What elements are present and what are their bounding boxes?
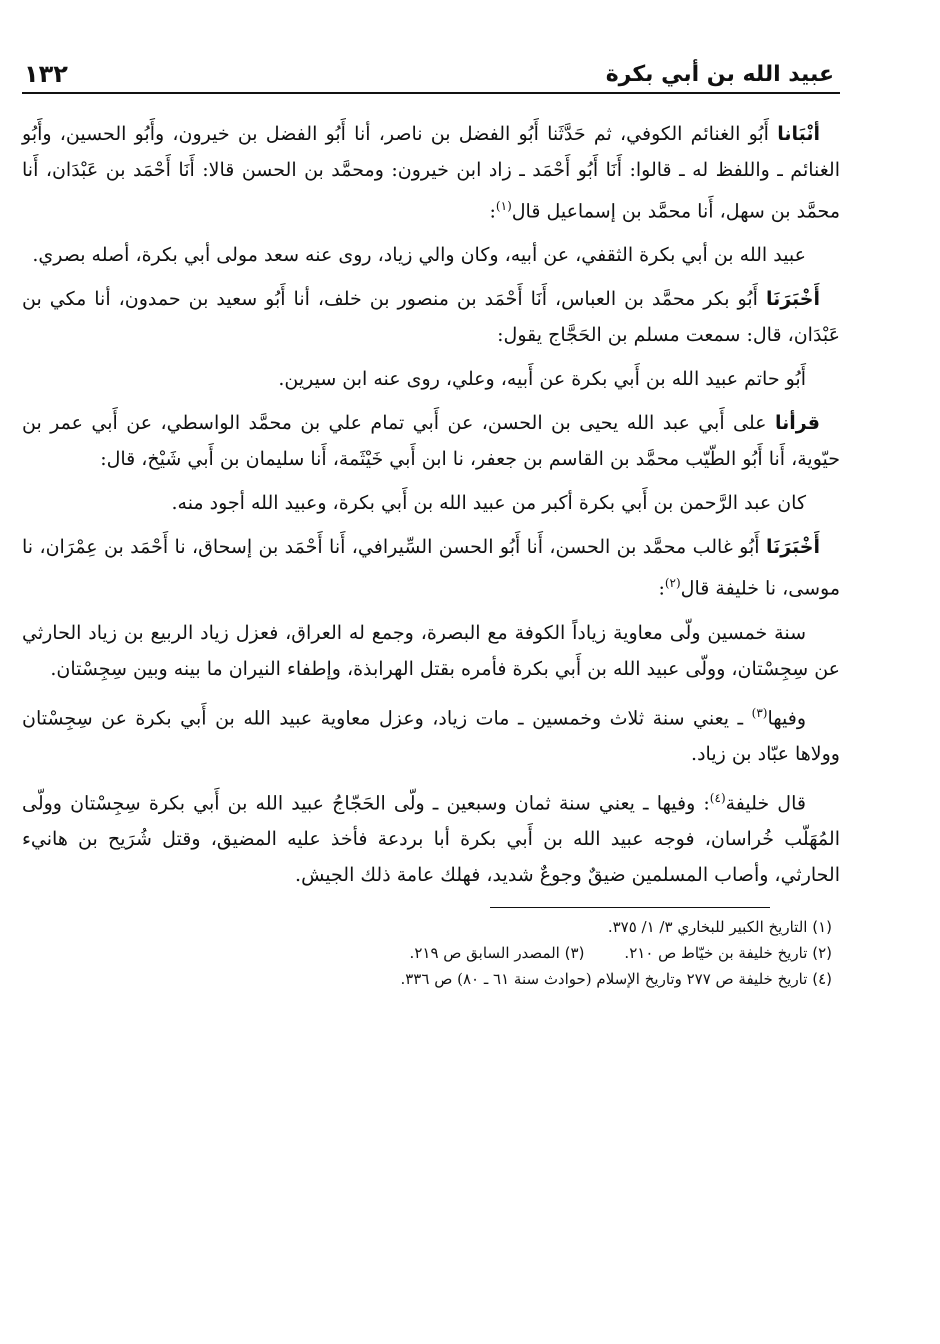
footnote-item — [624, 940, 832, 966]
paragraph-text: أَبُو حاتم عبيد الله بن أَبي بكرة عن أَبيه، وعلي، روى عنه ابن سيرين. — [278, 368, 806, 391]
paragraph-text: أَبُو غالب محمَّد بن الحسن، أَنا أَبُو الحسن السِّيرافي، أَنا أَحْمَد بن إسحاق، نا أَحْمَد بن عِمْرَان، نا موسى، نا خليفة قال — [22, 536, 840, 600]
footnote-row — [22, 914, 840, 940]
paragraph-text: سنة خمسين ولّى معاوية زياداً الكوفة مع البصرة، وجمع له العراق، فعزل زياد الربيع بن زياد الحارثي عن سِجِسْتان، وولّى عبيد الله بن أَبي بكرة فأمره بقتل الهرابذة، وإطفاء النيران ما بينه وبين سِجِسْتان. — [22, 621, 840, 680]
paragraph — [22, 237, 840, 273]
running-header — [22, 56, 840, 94]
footnote-ref: (٤) — [709, 790, 726, 805]
paragraph — [22, 116, 840, 229]
footnote-ref: (١) — [495, 199, 512, 213]
paragraph-text: كان عبد الرَّحمن بن أَبي بكرة أكبر من عبيد الله بن أَبي بكرة، وعبيد الله أجود منه. — [171, 492, 806, 515]
paragraph-tail: ـ يعني سنة ثلاث وخمسين ـ مات زياد، وعزل معاوية عبيد الله بن أَبي بكرة عن سِجِسْتان وولاها عبّاد بن زياد. — [22, 706, 840, 765]
main-text — [22, 116, 840, 893]
paragraph-text: عبيد الله بن أبي بكرة الثقفي، عن أبيه، وكان والي زياد، روى عنه سعد مولى أبي بكرة، أصله بصري. — [32, 244, 806, 267]
chain-lead-word: قرأنا — [774, 412, 820, 435]
footnote-text: تاريخ خليفة بن خيّاط ص ٢١٠. — [624, 944, 808, 963]
paragraph — [22, 405, 840, 477]
paragraph-tail: : وفيها ـ يعني سنة ثمان وسبعين ـ ولّى الحَجّاجُ عبيد الله بن أَبي بكرة سِجِسْتان وولّى المُهَلّب خُراسان، فوجه عبيد الله بن أَبي بكرة أبا بردعة فأخذ عليه المضيق، وقتل شُرَيح بن هانيء الحارثي، وأصاب المسلمين ضيقٌ وجوعٌ شديد، فهلك عامة ذلك الجيش. — [22, 792, 840, 887]
paragraph — [22, 485, 840, 521]
footnote-item — [410, 940, 585, 966]
footnote-number: (٢) — [812, 944, 832, 963]
paragraph-text: قال خليفة — [725, 792, 806, 815]
chain-lead-word: أَخْبَرَنَا — [765, 288, 820, 311]
paragraph — [22, 695, 840, 772]
paragraph — [22, 615, 840, 687]
page-number: ١٣٢ — [24, 60, 68, 88]
footnote-row — [22, 966, 840, 992]
paragraph-tail: : — [489, 200, 496, 223]
footnote-number: (١) — [812, 918, 832, 937]
footnote-text: تاريخ خليفة ص ٢٧٧ وتاريخ الإسلام (حوادث سنة ٦١ ـ ٨٠) ص ٣٣٦. — [400, 970, 808, 989]
footnote-separator — [490, 907, 770, 908]
paragraph-tail: : — [658, 577, 665, 600]
paragraph-text: على أَبي عبد الله يحيى بن الحسن، عن أَبي تمام علي بن محمَّد الواسطي، عن أَبي عمر بن حيّوية، أَنا أَبُو الطّيّب محمَّد بن القاسم بن جعفر، نا ابن أَبي خَيْثَمة، أَنا سليمان بن أَبي شَيْخ، قال: — [22, 412, 840, 471]
footnote-item — [608, 914, 832, 940]
footnote-row — [22, 940, 840, 966]
paragraph — [22, 529, 840, 606]
paragraph-text: أَبُو الغنائم الكوفي، ثم حَدَّثَنا أَبُو الفضل بن ناصر، أنا أَبُو الفضل بن خيرون، وأَبُو الحسين، وأَبُو الغنائم ـ واللفظ له ـ قالوا: أَنَا أَبُو أَحْمَد ـ زاد ابن خيرون: ومحمَّد بن الحسن قالا: أَنَا أَحْمَد بن عَبْدَان، أَنا محمَّد بن سهل، أَنا محمَّد بن إسماعيل قال — [22, 123, 840, 223]
paragraph — [22, 361, 840, 397]
footnote-number: (٣) — [564, 944, 585, 963]
chain-lead-word: أَخْبَرَنَا — [765, 536, 820, 559]
paragraph — [22, 281, 840, 353]
footnote-ref: (٢) — [664, 576, 681, 591]
footnotes — [22, 907, 840, 992]
footnote-text: المصدر السابق ص ٢١٩. — [409, 944, 560, 963]
paragraph-text: أَبُو بكر محمَّد بن العباس، أَنَا أَحْمَد بن منصور بن خلف، أنا أَبُو سعيد بن حمدون، أنا مكي بن عَبْدَان، قال: سمعت مسلم بن الحَجَّاج يقول: — [22, 288, 840, 347]
running-title: عبيد الله بن أبي بكرة — [605, 62, 834, 87]
footnote-ref: (٣) — [751, 705, 768, 720]
footnote-text: التاريخ الكبير للبخاري ٣/ ١/ ٣٧٥. — [607, 918, 808, 937]
paragraph — [22, 780, 840, 893]
book-page — [22, 56, 840, 992]
footnote-number: (٤) — [812, 970, 832, 989]
chain-lead-word: أنْبَانا — [777, 123, 820, 145]
paragraph-text: وفيها — [767, 706, 806, 729]
footnote-item — [400, 966, 832, 992]
